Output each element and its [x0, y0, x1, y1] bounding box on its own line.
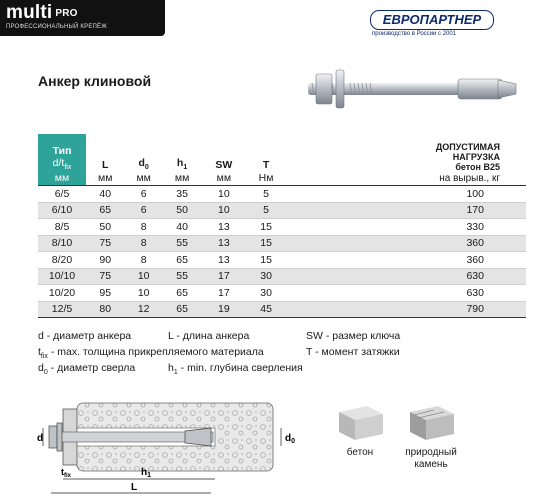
material-stone	[396, 398, 466, 471]
table-cell: 10/20	[38, 285, 86, 302]
page-title: Анкер клиновой	[38, 73, 152, 89]
dim-tfix: $t_{fix}$	[61, 467, 72, 479]
dim-d: d	[37, 433, 44, 444]
dim-d0: $d_0$	[285, 433, 295, 445]
table-cell: 330	[286, 219, 526, 236]
legend-SW: SW - размер ключа	[306, 330, 401, 342]
table-cell: 50	[163, 202, 201, 219]
table-cell: 13	[201, 235, 246, 252]
column-header-drill-depth: $h_1$ мм	[163, 134, 201, 186]
anchor-bolt-image	[298, 64, 528, 114]
brand-name: multi $^{PRO}$	[6, 2, 78, 23]
table-cell: 5	[246, 186, 285, 203]
table-cell: 10	[201, 202, 246, 219]
table-cell: 10/10	[38, 268, 86, 285]
table-cell: 65	[86, 202, 124, 219]
table-cell: 35	[163, 186, 201, 203]
table-header-row	[38, 134, 526, 186]
table-row	[38, 219, 526, 236]
legend-T: T - момент затяжки	[306, 346, 400, 358]
table-cell: 8	[124, 219, 162, 236]
table-cell: 75	[86, 235, 124, 252]
column-header-length: L мм	[86, 134, 124, 186]
partner-tagline: производство в России с 2001	[372, 31, 457, 37]
table-row	[38, 186, 526, 203]
table-cell: 15	[246, 252, 285, 269]
table-cell: 8/5	[38, 219, 86, 236]
column-header-torque: T Нм	[246, 134, 285, 186]
column-header-wrench-size: SW мм	[201, 134, 246, 186]
table-cell: 30	[246, 285, 285, 302]
table-cell: 55	[163, 268, 201, 285]
table-cell: 8	[124, 235, 162, 252]
table-cell: 40	[86, 186, 124, 203]
table-row	[38, 202, 526, 219]
table-cell: 630	[286, 268, 526, 285]
table-cell: 790	[286, 301, 526, 318]
table-cell: 6/10	[38, 202, 86, 219]
table-cell: 12/5	[38, 301, 86, 318]
partner-logo: ЕВРОПАРТНЕР	[370, 10, 494, 30]
table-cell: 13	[201, 252, 246, 269]
material-stone-label: природный камень	[405, 447, 457, 470]
table-cell: 13	[201, 219, 246, 236]
table-cell: 17	[201, 268, 246, 285]
natural-stone-icon	[404, 398, 458, 444]
table-cell: 12	[124, 301, 162, 318]
table-row	[38, 301, 526, 318]
table-row	[38, 235, 526, 252]
table-cell: 10	[124, 268, 162, 285]
material-concrete-label: бетон	[346, 447, 374, 458]
legend-h1: $h_1$ - min. глубина сверления	[168, 362, 303, 377]
table-cell: 19	[201, 301, 246, 318]
brand-suffix: PRO	[55, 8, 78, 19]
spec-table	[38, 134, 526, 318]
table-cell: 55	[163, 235, 201, 252]
legend-L: L - длина анкера	[168, 330, 250, 342]
table-cell: 360	[286, 235, 526, 252]
table-cell: 10	[201, 186, 246, 203]
table-cell: 6/5	[38, 186, 86, 203]
table-cell: 90	[86, 252, 124, 269]
table-cell: 75	[86, 268, 124, 285]
column-header-load: ДОПУСТИМАЯ НАГРУЗКА бетон B25 на вырыв., кг	[286, 134, 526, 186]
legend-tfix: $t_{fix}$ - max. толщина прикрепляемого материала	[38, 346, 264, 361]
table-cell: 65	[163, 285, 201, 302]
table-cell: 65	[163, 301, 201, 318]
table-cell: 65	[163, 252, 201, 269]
legend-d: d - диаметр анкера	[38, 330, 132, 342]
table-cell: 100	[286, 186, 526, 203]
table-row	[38, 252, 526, 269]
anchor-installation-drawing	[35, 395, 295, 500]
dim-h1: $h_1$	[141, 467, 152, 479]
table-cell: 8	[124, 252, 162, 269]
table-cell: 80	[86, 301, 124, 318]
table-cell: 50	[86, 219, 124, 236]
table-cell: 6	[124, 202, 162, 219]
legend-d0: $d_0$ - диаметр сверла	[38, 362, 136, 377]
table-cell: 6	[124, 186, 162, 203]
table-cell: 17	[201, 285, 246, 302]
table-cell: 15	[246, 219, 285, 236]
table-cell: 15	[246, 235, 285, 252]
table-row	[38, 268, 526, 285]
table-cell: 8/10	[38, 235, 86, 252]
dim-L: L	[131, 482, 138, 493]
column-header-drill-diameter: $d_0$ мм	[124, 134, 162, 186]
table-cell: 8/20	[38, 252, 86, 269]
brand-tagline: ПРОФЕССИОНАЛЬНЫЙ КРЕПЁЖ	[6, 24, 107, 30]
table-cell: 170	[286, 202, 526, 219]
concrete-icon	[333, 398, 387, 444]
table-cell: 45	[246, 301, 285, 318]
table-cell: 95	[86, 285, 124, 302]
column-header-type: Тип $d/t_{fix}$ мм	[38, 134, 86, 186]
material-concrete	[333, 398, 387, 458]
table-cell: 360	[286, 252, 526, 269]
table-cell: 630	[286, 285, 526, 302]
table-row	[38, 285, 526, 302]
table-cell: 5	[246, 202, 285, 219]
brand-logo	[0, 0, 165, 36]
table-cell: 30	[246, 268, 285, 285]
table-cell: 40	[163, 219, 201, 236]
table-cell: 10	[124, 285, 162, 302]
